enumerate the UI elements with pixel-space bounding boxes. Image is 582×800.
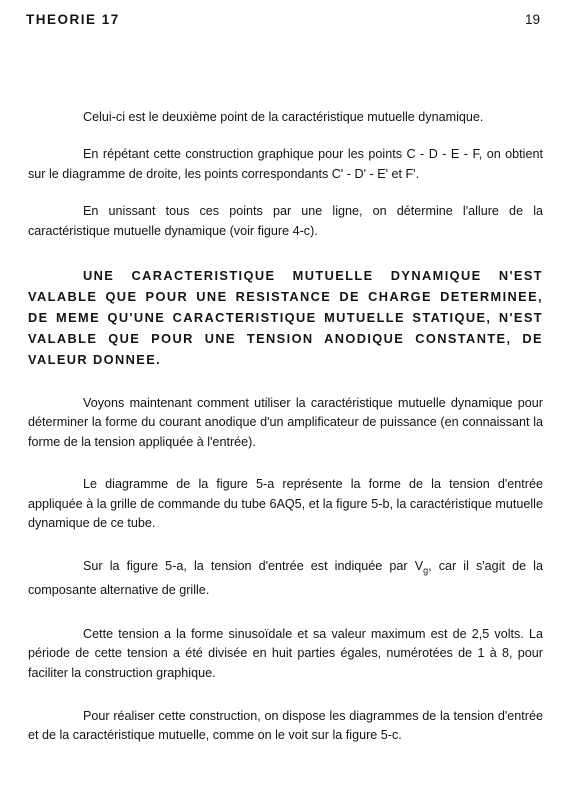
paragraph-6: Le diagramme de la figure 5-a représente la forme de la tension d'entrée appliquée à la grille de commande du tube 6AQ5, et la figure 5-b, la caractéristique mutuelle dynamique de ce tube. (28, 477, 543, 531)
paragraph-9: Pour réaliser cette construction, on dispose les diagrammes de la tension d'entrée et de la caractéristique mutuelle, comme on le voit sur la figure 5-c. (28, 709, 543, 743)
paragraph-5: Voyons maintenant comment utiliser la caractéristique mutuelle dynamique pour déterminer la forme du courant anodique d'un amplificateur de puissance (en connaissant la forme de la tension appliquée à l'entrée). (28, 396, 543, 449)
paragraph-7-end: , car il s'agit de la composante alternative de grille. (28, 559, 543, 598)
voltage-subscript: g (423, 565, 429, 576)
paragraph-3: En unissant tous ces points par une ligne, on détermine l'allure de la caractéristique mutuelle dynamique (voir figure 4-c). (28, 204, 543, 238)
paragraph-7 (28, 557, 543, 600)
paragraph-8: Cette tension a la forme sinusoïdale et sa valeur maximum est de 2,5 volts. La période de cette tension a été divisée en huit parties égales, numérotées de 1 à 8, pour faciliter la construction graphique. (28, 626, 543, 680)
page-body (28, 108, 543, 746)
chapter-title: THEORIE 17 (26, 12, 120, 27)
paragraph-4-emphasis: UNE CARACTERISTIQUE MUTUELLE DYNAMIQUE N'EST VALABLE QUE POUR UNE RESISTANCE DE CHARGE DETERMINEE, DE MEME QU'UNE CARACTERISTIQUE MUTUELLE STATIQUE, N'EST VALABLE QUE POUR UNE TENSION ANODIQUE CONSTANTE, DE VALEUR DONNEE. (28, 268, 543, 368)
paragraph-7-start: Sur la figure 5-a, la tension d'entrée est indiquée par V (83, 559, 424, 574)
paragraph-1: Celui-ci est le deuxième point de la caractéristique mutuelle dynamique. (83, 110, 484, 124)
paragraph-2: En répétant cette construction graphique pour les points C - D - E - F, on obtient sur le diagramme de droite, les points correspondants C' - D' - E' et F'. (28, 147, 543, 181)
page-number: 19 (524, 12, 540, 27)
page-header (26, 12, 540, 32)
